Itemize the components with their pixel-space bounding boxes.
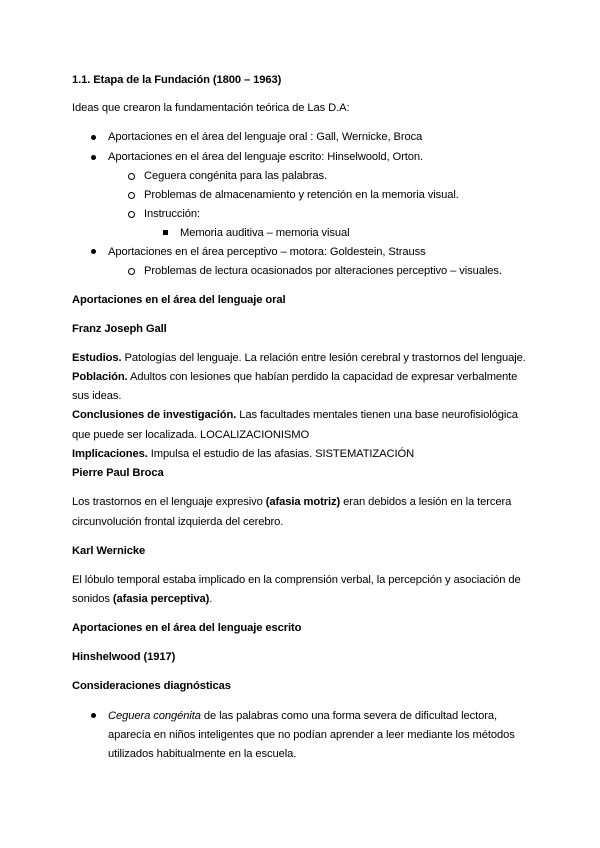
- heading-consideraciones: Consideraciones diagnósticas: [72, 680, 231, 692]
- author-heading-wernicke: Karl Wernicke: [72, 545, 146, 557]
- wernicke-text-bold: (afasia perceptiva): [112, 593, 210, 605]
- gall-poblacion: [72, 370, 517, 384]
- broca-text-c: eran debidos a lesión en la tercera: [340, 496, 512, 508]
- sub-bullet-instruccion: Instrucción:: [144, 208, 201, 220]
- section-heading-fundacion: 1.1. Etapa de la Fundación (1800 – 1963): [72, 74, 282, 86]
- gall-poblacion-label: Población.: [72, 371, 128, 383]
- gall-estudios-label: Estudios.: [72, 352, 122, 364]
- gall-implicaciones-label: Implicaciones.: [72, 448, 148, 460]
- broca-text-bold: (afasia motriz): [265, 496, 341, 508]
- section-heading-escrito: Aportaciones en el área del lenguaje escrito: [72, 622, 302, 634]
- wernicke-paragraph-line1: El lóbulo temporal estaba implicado en la comprensión verbal, la percepción y asociación de: [72, 574, 521, 586]
- hinshelwood-text-1: de las palabras como una forma severa de dificultad lectora,: [200, 710, 497, 722]
- gall-conclusiones-label: Conclusiones de investigación.: [72, 409, 237, 421]
- bullet-dot-icon: [91, 135, 96, 140]
- bullet-circle-icon: [128, 192, 135, 199]
- gall-estudios-text: Patologías del lenguaje. La relación entre lesión cerebral y trastornos del lenguaje.: [121, 352, 526, 364]
- bullet-item-escrito: Aportaciones en el área del lenguaje escrito: Hinselwoold, Orton.: [108, 151, 424, 163]
- hinshelwood-item-line2: aparecía en niños inteligentes que no podían aprender a leer mediante los métodos: [108, 729, 515, 741]
- broca-text-a: Los trastornos en el lenguaje expresivo: [72, 496, 266, 508]
- gall-poblacion-cont: sus ideas.: [72, 390, 122, 402]
- gall-conclusiones-text: Las facultades mentales tienen una base neurofisiológica: [236, 409, 518, 421]
- bullet-dot-icon: [91, 249, 96, 254]
- bullet-circle-icon: [128, 268, 135, 275]
- sub-bullet-almacenamiento: Problemas de almacenamiento y retención en la memoria visual.: [144, 189, 459, 201]
- wernicke-paragraph-line2: [72, 592, 212, 606]
- sub-bullet-ceguera: Ceguera congénita para las palabras.: [144, 170, 327, 182]
- bullet-square-icon: [163, 230, 168, 235]
- bullet-circle-icon: [128, 211, 135, 218]
- bullet-dot-icon: [91, 713, 96, 718]
- gall-conclusiones-cont: que puede ser localizada. LOCALIZACIONISMO: [72, 429, 310, 441]
- gall-implicaciones-text: Impulsa el estudio de las afasias. SISTEMATIZACIÓN: [147, 448, 415, 460]
- hinshelwood-item-line3: utilizados habitualmente en la escuela.: [108, 748, 297, 760]
- wernicke-text-a: sonidos: [72, 593, 113, 605]
- author-heading-hinshelwood: Hinshelwood (1917): [72, 651, 176, 663]
- bullet-circle-icon: [128, 173, 135, 180]
- sub-sub-bullet-memoria: Memoria auditiva – memoria visual: [180, 227, 350, 239]
- bullet-item-oral: Aportaciones en el área del lenguaje oral : Gall, Wernicke, Broca: [108, 131, 423, 143]
- bullet-item-perceptivo: Aportaciones en el área perceptivo – motora: Goldestein, Strauss: [108, 246, 426, 258]
- broca-paragraph-line2: circunvolución frontal izquierda del cerebro.: [72, 516, 284, 528]
- broca-paragraph-line1: [72, 495, 511, 509]
- gall-poblacion-text: Adultos con lesiones que habían perdido la capacidad de expresar verbalmente: [127, 371, 518, 383]
- gall-conclusiones: [72, 408, 518, 422]
- section-heading-oral: Aportaciones en el área del lenguaje oral: [72, 294, 286, 306]
- wernicke-text-c: .: [209, 593, 213, 605]
- hinshelwood-item-line1: [108, 709, 497, 723]
- author-heading-gall: Franz Joseph Gall: [72, 323, 167, 335]
- hinshelwood-italic-text: Ceguera congénita: [108, 710, 201, 722]
- sub-bullet-lectura: Problemas de lectura ocasionados por alteraciones perceptivo – visuales.: [144, 265, 502, 277]
- intro-paragraph: Ideas que crearon la fundamentación teórica de Las D.A:: [72, 102, 350, 114]
- gall-implicaciones: [72, 447, 414, 461]
- author-heading-broca: Pierre Paul Broca: [72, 467, 164, 479]
- bullet-dot-icon: [91, 155, 96, 160]
- gall-estudios: [72, 351, 526, 365]
